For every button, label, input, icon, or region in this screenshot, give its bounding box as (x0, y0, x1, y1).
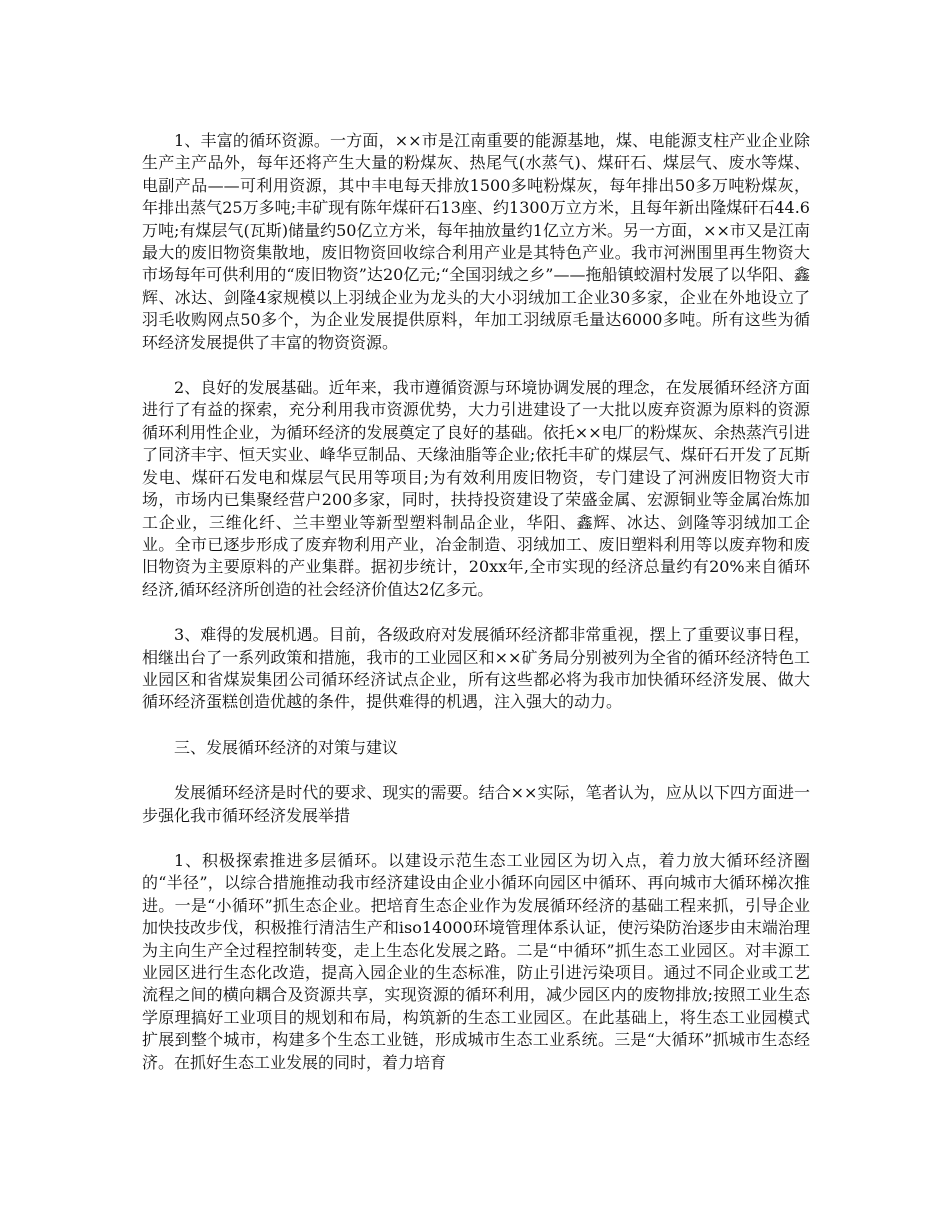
paragraph-development-foundation: 2、良好的发展基础。近年来，我市遵循资源与环境协调发展的理念，在发展循环经济方面进行了有益的探索，充分利用我市资源优势，大力引进建设了一大批以废弃资源为原料的资源循环利用性企业，为循环经济的发展奠定了良好的基础。依托××电厂的粉煤灰、余热蒸汽引进了同济丰宇、恒天实业、峰华豆制品、天缘油脂等企业;依托丰矿的煤层气、煤矸石开发了瓦斯发电、煤矸石发电和煤层气民用等项目;为有效利用废旧物资，专门建设了河洲废旧物资大市场，市场内已集聚经营户200多家，同时，扶持投资建设了荣盛金属、宏源铜业等金属冶炼加工企业，三维化纤、兰丰塑业等新型塑料制品企业，华阳、鑫辉、冰达、剑隆等羽绒加工企业。全市已逐步形成了废弃物利用产业，冶金制造、羽绒加工、废旧塑料利用等以废弃物和废旧物资为主要原料的产业集群。据初步统计，20xx年,全市实现的经济总量约有20%来自循环经济,循环经济所创造的社会经济价值达2亿多元。 (142, 378, 810, 599)
paragraph-circular-resources: 1、丰富的循环资源。一方面，××市是江南重要的能源基地，煤、电能源支柱产业企业除生产主产品外，每年还将产生大量的粉煤灰、热尾气(水蒸气)、煤矸石、煤层气、废水等煤、电副产品——可利用资源，其中丰电每天排放1500多吨粉煤灰，每年排出50多万吨粉煤灰，年排出蒸气25万多吨;丰矿现有陈年煤矸石13座、约1300万立方米，且每年新出隆煤矸石44.6万吨;有煤层气(瓦斯)储量约50亿立方米，每年抽放量约1亿立方米。另一方面，××市又是江南最大的废旧物资集散地，废旧物资回收综合利用产业是其特色产业。我市河洲围里再生物资大市场每年可供利用的“废旧物资”达20亿元;“全国羽绒之乡”——拖船镇蛟湄村发展了以华阳、鑫辉、冰达、剑隆4家规模以上羽绒企业为龙头的大小羽绒加工企业30多家，企业在外地设立了羽毛收购网点50多个，为企业发展提供原料，年加工羽绒原毛量达6000多吨。所有这些为循环经济发展提供了丰富的物资资源。 (142, 131, 810, 352)
paragraph-multilevel-circulation: 1、积极探索推进多层循环。以建设示范生态工业园区为切入点，着力放大循环经济圈的“半径”，以综合措施推动我市经济建设由企业小循环向园区中循环、再向城市大循环梯次推进。一是“小循环”抓生态企业。把培育生态企业作为发展循环经济的基础工程来抓，引导企业加快技改步伐，积极推行清洁生产和iso14000环境管理体系认证，使污染防治逐步由末端治理为主向生产全过程控制转变，走上生态化发展之路。二是“中循环”抓生态工业园区。对丰源工业园区进行生态化改造，提高入园企业的生态标准，防止引进污染项目。通过不同企业或工艺流程之间的横向耦合及资源共享，实现资源的循环利用，减少园区内的废物排放;按照工业生态学原理搞好工业项目的规划和布局，构筑新的生态工业园区。在此基础上，将生态工业园模式扩展到整个城市，构建多个生态工业链，形成城市生态工业系统。三是“大循环”抓城市生态经济。在抓好生态工业发展的同时，着力培育 (142, 850, 810, 1072)
paragraph-development-opportunity: 3、难得的发展机遇。目前，各级政府对发展循环经济都非常重视，摆上了重要议事日程，相继出台了一系列政策和措施，我市的工业园区和××矿务局分别被列为全省的循环经济特色工业园区和省煤炭集团公司循环经济试点企业，所有这些都必将为我市加快循环经济发展、做大循环经济蛋糕创造优越的条件，提供难得的机遇，注入强大的动力。 (142, 625, 810, 712)
section-heading: 三、发展循环经济的对策与建议 (174, 737, 399, 757)
paragraph-section-intro: 发展循环经济是时代的要求、现实的需要。结合××实际，笔者认为，应从以下四方面进一步强化我市循环经济发展举措 (142, 783, 810, 825)
document-body (142, 130, 810, 1097)
